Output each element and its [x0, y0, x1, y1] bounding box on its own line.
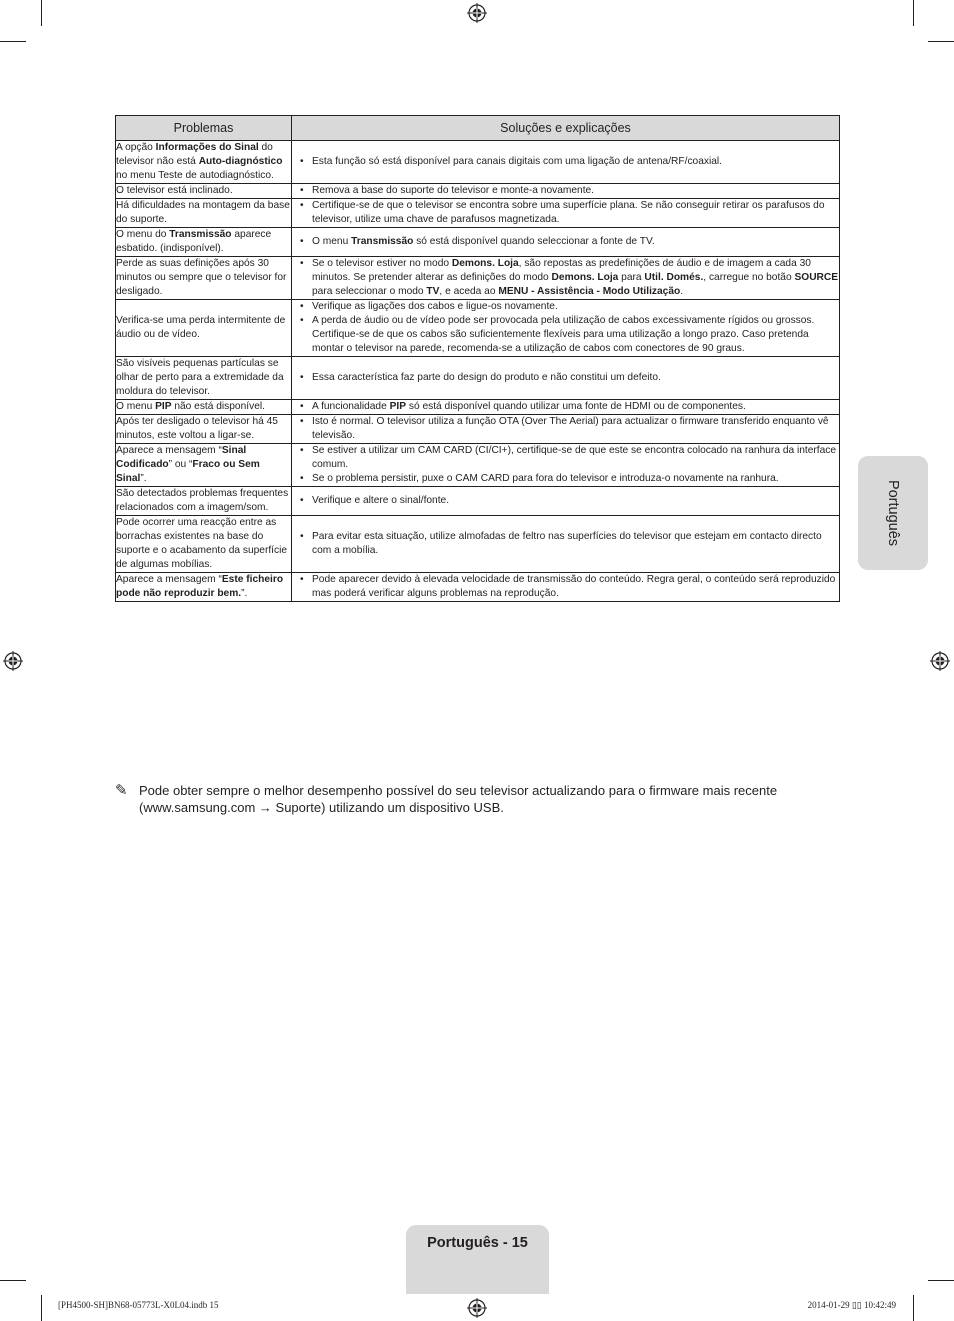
bold-term: TV: [426, 286, 440, 297]
solution-list: [292, 235, 839, 249]
text-run: Perde as suas definições após 30 minutos ou sempre que o televisor for desligado.: [116, 258, 287, 297]
solution-list: [292, 257, 839, 299]
text-run: só está disponível quando utilizar uma fonte de HDMI ou de componentes.: [406, 401, 746, 412]
solution-cell: [292, 141, 840, 184]
text-run: no menu Teste de autodiagnóstico.: [116, 170, 274, 181]
text-run: Pode ocorrer uma reacção entre as borrachas existentes na base do suporte e o acabamento da superfície de algumas mobílias.: [116, 517, 288, 570]
page-number-label: Português - 15: [427, 1235, 528, 1251]
bold-term: Este ficheiro pode não reproduzir bem.: [116, 574, 284, 599]
text-run: para seleccionar o modo: [312, 286, 427, 297]
text-run: Se o televisor estiver no modo: [312, 258, 452, 269]
solution-item: [292, 155, 839, 169]
solution-list: [292, 400, 839, 414]
table-row: [116, 141, 840, 184]
text-run: Se estiver a utilizar um CAM CARD (CI/CI+), certifique-se de que este se encontra colocado na ranhura da interface comum.: [312, 445, 837, 470]
solution-item: [292, 573, 839, 601]
table-row: [116, 300, 840, 357]
solution-cell: [292, 357, 840, 400]
text-run: A perda de áudio ou de vídeo pode ser provocada pela utilização de cabos excessivamente rígidos ou grossos. Certifique-se de que os cabos são suficientemente flexíveis para uma utilização a longo prazo. Caso pretenda montar o televisor na parede, recomenda-se a utilização de cabos com conectores de 90 graus.: [312, 315, 815, 354]
table-row: [116, 573, 840, 602]
solution-item: [292, 235, 839, 249]
solution-list: [292, 530, 839, 558]
bold-term: SOURCE: [794, 272, 839, 283]
bold-term: Transmissão: [351, 236, 414, 247]
solution-list: [292, 199, 839, 227]
troubleshooting-table: [115, 115, 840, 602]
text-run: do televisor não está: [116, 142, 273, 167]
text-run: Esta função só está disponível para canais digitais com uma ligação de antena/RF/coaxial.: [312, 156, 722, 167]
column-header-solutions: Soluções e explicações: [292, 116, 840, 141]
table-body: [116, 141, 840, 602]
solution-item: [292, 184, 839, 198]
text-run: para: [618, 272, 645, 283]
table-row: [116, 516, 840, 573]
text-run: , carregue no botão: [703, 272, 795, 283]
solution-cell: [292, 228, 840, 257]
bold-term: Auto-diagnóstico: [198, 156, 283, 167]
solution-item: [292, 314, 839, 356]
table-header-row: [116, 116, 840, 141]
table-row: [116, 400, 840, 415]
problem-cell: [116, 487, 292, 516]
text-run: Verifica-se uma perda intermitente de áudio ou de vídeo.: [116, 315, 286, 340]
crop-mark: [0, 41, 26, 42]
text-run: aparece esbatido. (indisponível).: [116, 229, 272, 254]
solution-cell: [292, 573, 840, 602]
solution-cell: [292, 444, 840, 487]
text-run: Se o problema persistir, puxe o CAM CARD para fora do televisor e introduza-o novamente na ranhura.: [312, 473, 779, 484]
crop-mark: [913, 0, 914, 26]
text-run: Verifique e altere o sinal/fonte.: [312, 495, 450, 506]
text-run: ”.: [140, 473, 147, 484]
crop-mark: [913, 1295, 914, 1321]
text-run: só está disponível quando seleccionar a fonte de TV.: [413, 236, 655, 247]
problem-cell: [116, 300, 292, 357]
solution-item: [292, 530, 839, 558]
text-run: ”.: [241, 588, 248, 599]
solution-cell: [292, 400, 840, 415]
problem-cell: [116, 199, 292, 228]
text-run: .: [680, 286, 684, 297]
text-run: , são repostas as predefinições de áudio e de imagem a cada 30 minutos. Se pretender alterar as definições do modo: [312, 258, 811, 283]
text-run: Pode aparecer devido à elevada velocidade de transmissão do conteúdo. Regra geral, o conteúdo será reproduzido mas poderá verificar alguns problemas na reprodução.: [312, 574, 836, 599]
language-side-tab: [858, 456, 928, 570]
registration-mark-icon: [467, 3, 487, 23]
table-row: [116, 487, 840, 516]
text-run: Há dificuldades na montagem da base do suporte.: [116, 200, 290, 225]
problem-cell: [116, 228, 292, 257]
page-number-tab: [406, 1225, 549, 1294]
bold-term: Util. Domés.: [644, 272, 704, 283]
firmware-note: [115, 782, 839, 816]
solution-list: [292, 371, 839, 385]
text-run: A opção: [116, 142, 156, 153]
solution-item: [292, 400, 839, 414]
bold-term: Demons. Loja: [551, 272, 619, 283]
table-row: [116, 184, 840, 199]
text-run: São detectados problemas frequentes relacionados com a imagem/som.: [116, 488, 289, 513]
text-run: O menu: [312, 236, 352, 247]
solution-item: [292, 300, 839, 314]
bold-term: PIP: [155, 401, 172, 412]
table-row: [116, 444, 840, 487]
solution-cell: [292, 199, 840, 228]
text-run: São visíveis pequenas partículas se olhar de perto para a extremidade da moldura do televisor.: [116, 358, 284, 397]
bold-term: Transmissão: [169, 229, 232, 240]
problem-cell: [116, 516, 292, 573]
solution-list: [292, 415, 839, 443]
bold-term: MENU - Assistência - Modo Utilização: [498, 286, 681, 297]
solution-cell: [292, 184, 840, 199]
text-run: Aparece a mensagem “: [116, 574, 222, 585]
crop-mark: [928, 1280, 954, 1281]
note-text: Pode obter sempre o melhor desempenho possível do seu televisor actualizando para o firmware mais recente (www.samsung.com → Suporte) utilizando um dispositivo USB.: [139, 783, 778, 815]
solution-item: [292, 494, 839, 508]
print-timestamp: 2014-01-29 ▯▯ 10:42:49: [807, 1300, 896, 1310]
language-side-tab-label: Português: [885, 479, 901, 547]
solution-list: [292, 444, 839, 486]
print-file-info: [PH4500-SH]BN68-05773L-X0L04.indb 15: [58, 1300, 219, 1310]
text-run: Após ter desligado o televisor há 45 minutos, este voltou a ligar-se.: [116, 416, 278, 441]
text-run: A funcionalidade: [312, 401, 390, 412]
text-run: Remova a base do suporte do televisor e monte-a novamente.: [312, 185, 595, 196]
registration-mark-icon: [930, 651, 950, 671]
problem-cell: [116, 257, 292, 300]
crop-mark: [0, 1280, 26, 1281]
solution-list: [292, 184, 839, 198]
text-run: O menu do: [116, 229, 170, 240]
text-run: não está disponível.: [171, 401, 265, 412]
text-run: Isto é normal. O televisor utiliza a função OTA (Over The Aerial) para actualizar o firmware transferido enquanto vê televisão.: [312, 416, 829, 441]
text-run: Aparece a mensagem “: [116, 445, 222, 456]
solution-list: [292, 494, 839, 508]
crop-mark: [41, 0, 42, 26]
text-run: ” ou “: [168, 459, 193, 470]
solution-item: [292, 199, 839, 227]
problem-cell: [116, 357, 292, 400]
solution-list: [292, 573, 839, 601]
table-row: [116, 228, 840, 257]
table-row: [116, 357, 840, 400]
solution-cell: [292, 415, 840, 444]
problem-cell: [116, 415, 292, 444]
bold-term: Fraco ou Sem Sinal: [116, 459, 260, 484]
solution-item: [292, 415, 839, 443]
table-row: [116, 415, 840, 444]
solution-list: [292, 300, 839, 356]
crop-mark: [928, 41, 954, 42]
solution-item: [292, 257, 839, 299]
text-run: O menu: [116, 401, 156, 412]
solution-item: [292, 444, 839, 472]
solution-cell: [292, 300, 840, 357]
solution-item: [292, 371, 839, 385]
table-row: [116, 199, 840, 228]
solution-cell: [292, 487, 840, 516]
problem-cell: [116, 141, 292, 184]
column-header-problems: Problemas: [116, 116, 292, 141]
registration-mark-icon: [467, 1298, 487, 1318]
text-run: Para evitar esta situação, utilize almofadas de feltro nas superfícies do televisor que estejam em contacto directo com a mobília.: [312, 531, 822, 556]
text-run: Essa característica faz parte do design do produto e não constitui um defeito.: [312, 372, 661, 383]
problem-cell: [116, 573, 292, 602]
problem-cell: [116, 444, 292, 487]
text-run: Verifique as ligações dos cabos e ligue-os novamente.: [312, 301, 558, 312]
pencil-note-icon: ✎: [115, 782, 128, 799]
solution-cell: [292, 516, 840, 573]
bold-term: PIP: [389, 401, 407, 412]
bold-term: Demons. Loja: [451, 258, 519, 269]
table-row: [116, 257, 840, 300]
solution-item: [292, 472, 839, 486]
bold-term: Sinal Codificado: [116, 445, 247, 470]
text-run: O televisor está inclinado.: [116, 185, 233, 196]
bold-term: Informações do Sinal: [155, 142, 259, 153]
text-run: Certifique-se de que o televisor se encontra sobre uma superfície plana. Se não conseguir retirar os parafusos do televisor, utilize uma chave de parafusos magnetizada.: [312, 200, 825, 225]
problem-cell: [116, 400, 292, 415]
crop-mark: [41, 1295, 42, 1321]
solution-cell: [292, 257, 840, 300]
solution-list: [292, 155, 839, 169]
problem-cell: [116, 184, 292, 199]
registration-mark-icon: [3, 651, 23, 671]
text-run: , e aceda ao: [439, 286, 499, 297]
